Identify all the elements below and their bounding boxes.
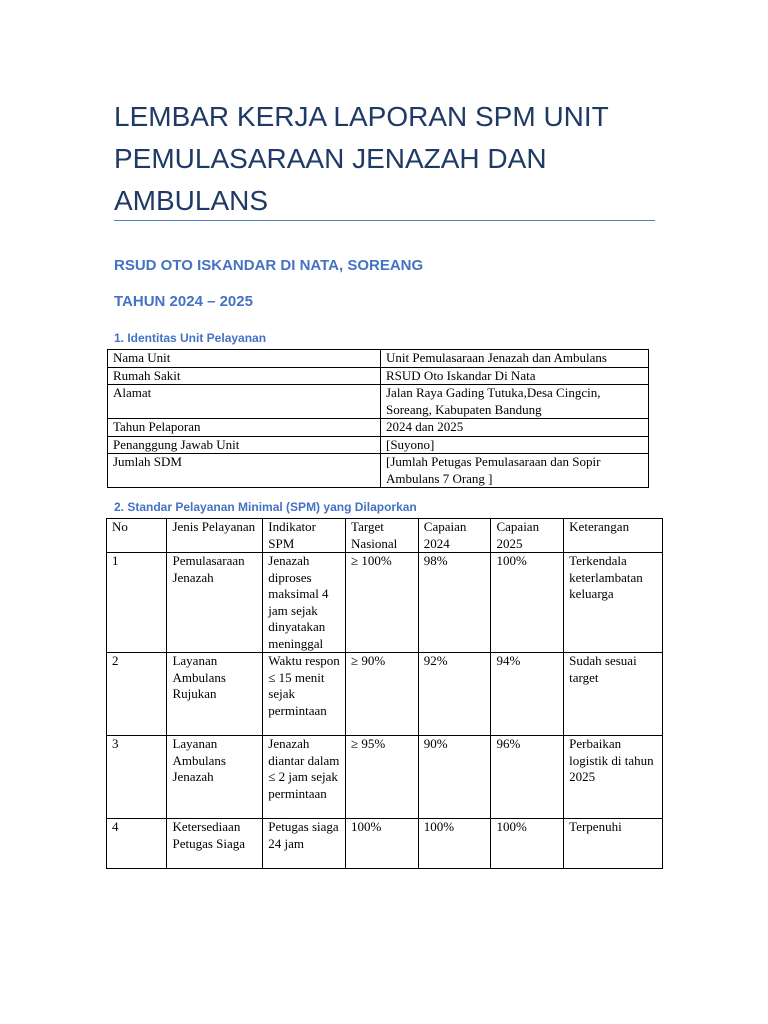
table-row bbox=[107, 736, 663, 819]
cell-capaian-2025: 94% bbox=[491, 653, 564, 736]
cell-capaian-2024: 100% bbox=[418, 819, 491, 869]
title-underline bbox=[114, 220, 655, 221]
cell-keterangan: Perbaikan logistik di tahun 2025 bbox=[564, 736, 663, 819]
cell-capaian-2024: 90% bbox=[418, 736, 491, 819]
cell-target: ≥ 90% bbox=[346, 653, 419, 736]
identity-value: Unit Pemulasaraan Jenazah dan Ambulans bbox=[381, 350, 649, 368]
cell-target: ≥ 100% bbox=[346, 553, 419, 653]
identity-key: Penanggung Jawab Unit bbox=[108, 436, 381, 454]
table-row bbox=[107, 553, 663, 653]
cell-capaian-2024: 98% bbox=[418, 553, 491, 653]
table-row bbox=[108, 367, 649, 385]
table-header-row bbox=[107, 519, 663, 553]
cell-no: 1 bbox=[107, 553, 167, 653]
identity-value: RSUD Oto Iskandar Di Nata bbox=[381, 367, 649, 385]
header-capaian-2024: Capaian 2024 bbox=[418, 519, 491, 553]
cell-indikator: Petugas siaga 24 jam bbox=[263, 819, 346, 869]
table-row bbox=[108, 419, 649, 437]
header-jenis: Jenis Pelayanan bbox=[167, 519, 263, 553]
cell-indikator: Jenazah diantar dalam ≤ 2 jam sejak permintaan bbox=[263, 736, 346, 819]
cell-jenis: Layanan Ambulans Rujukan bbox=[167, 653, 263, 736]
cell-capaian-2025: 100% bbox=[491, 553, 564, 653]
document-title: LEMBAR KERJA LAPORAN SPM UNIT PEMULASARAAN JENAZAH DAN AMBULANS bbox=[114, 101, 609, 216]
year-heading: TAHUN 2024 – 2025 bbox=[114, 293, 253, 310]
identity-key: Rumah Sakit bbox=[108, 367, 381, 385]
cell-jenis: Pemulasaraan Jenazah bbox=[167, 553, 263, 653]
header-target: Target Nasional bbox=[346, 519, 419, 553]
cell-keterangan: Terpenuhi bbox=[564, 819, 663, 869]
table-row bbox=[107, 653, 663, 736]
identity-key: Nama Unit bbox=[108, 350, 381, 368]
cell-target: ≥ 95% bbox=[346, 736, 419, 819]
header-capaian-2025: Capaian 2025 bbox=[491, 519, 564, 553]
cell-capaian-2025: 100% bbox=[491, 819, 564, 869]
identity-key: Alamat bbox=[108, 385, 381, 419]
cell-jenis: Ketersediaan Petugas Siaga bbox=[167, 819, 263, 869]
identity-table bbox=[107, 349, 649, 488]
cell-indikator: Jenazah diproses maksimal 4 jam sejak dinyatakan meninggal bbox=[263, 553, 346, 653]
cell-no: 3 bbox=[107, 736, 167, 819]
header-keterangan: Keterangan bbox=[564, 519, 663, 553]
section-2-heading: 2. Standar Pelayanan Minimal (SPM) yang Dilaporkan bbox=[114, 500, 417, 514]
identity-value: [Suyono] bbox=[381, 436, 649, 454]
cell-no: 2 bbox=[107, 653, 167, 736]
cell-indikator: Waktu respon ≤ 15 menit sejak permintaan bbox=[263, 653, 346, 736]
cell-keterangan: Terkendala keterlambatan keluarga bbox=[564, 553, 663, 653]
cell-target: 100% bbox=[346, 819, 419, 869]
table-row bbox=[107, 819, 663, 869]
cell-no: 4 bbox=[107, 819, 167, 869]
cell-capaian-2025: 96% bbox=[491, 736, 564, 819]
table-row bbox=[108, 454, 649, 488]
table-row bbox=[108, 350, 649, 368]
identity-key: Tahun Pelaporan bbox=[108, 419, 381, 437]
identity-value: [Jumlah Petugas Pemulasaraan dan Sopir Ambulans 7 Orang ] bbox=[381, 454, 649, 488]
header-indikator: Indikator SPM bbox=[263, 519, 346, 553]
section-1-heading: 1. Identitas Unit Pelayanan bbox=[114, 331, 267, 345]
hospital-heading: RSUD OTO ISKANDAR DI NATA, SOREANG bbox=[114, 257, 424, 274]
identity-key: Jumlah SDM bbox=[108, 454, 381, 488]
cell-jenis: Layanan Ambulans Jenazah bbox=[167, 736, 263, 819]
header-no: No bbox=[107, 519, 167, 553]
identity-value: Jalan Raya Gading Tutuka,Desa Cingcin, Soreang, Kabupaten Bandung bbox=[381, 385, 649, 419]
spm-table bbox=[106, 518, 663, 869]
identity-value: 2024 dan 2025 bbox=[381, 419, 649, 437]
table-row bbox=[108, 385, 649, 419]
table-row bbox=[108, 436, 649, 454]
cell-keterangan: Sudah sesuai target bbox=[564, 653, 663, 736]
cell-capaian-2024: 92% bbox=[418, 653, 491, 736]
